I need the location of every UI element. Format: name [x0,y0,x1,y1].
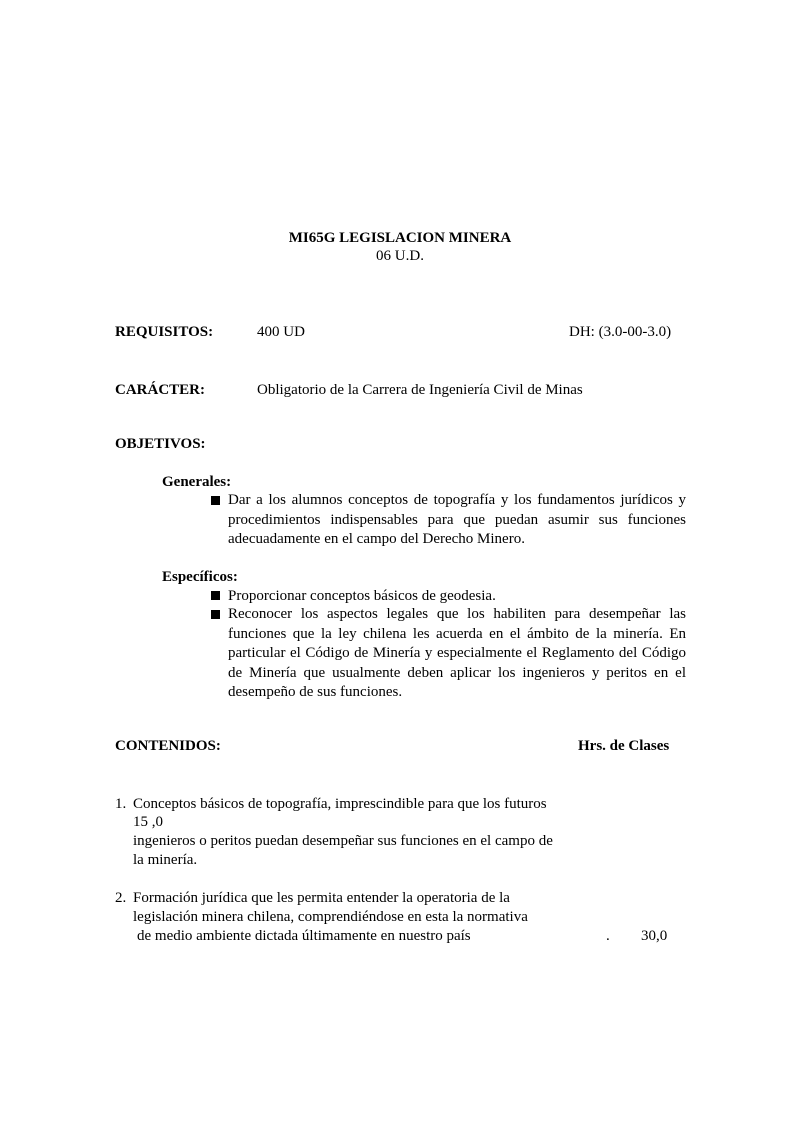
square-bullet-icon [211,610,220,619]
course-units: 06 U.D. [376,248,424,264]
item-hours: 30,0 [641,928,668,944]
generales-label: Generales: [162,474,232,490]
item-number: 2. [115,890,127,906]
item-hours: 15 ,0 [133,814,163,830]
item-line: Conceptos básicos de topografía, imprescindible para que los futuros [133,796,547,812]
requisitos-label: REQUISITOS: [115,324,214,340]
caracter-label: CARÁCTER: [115,382,205,398]
generales-item: Dar a los alumnos conceptos de topografía y los fundamentos jurídicos y procedimientos indispensables para que puedan asumir sus funciones adecuadamente en el campo del Derecho Minero. [228,492,686,547]
item-line: ingenieros o peritos puedan desempeñar sus funciones en el campo de [133,833,553,849]
item-line: Formación jurídica que les permita entender la operatoria de la [133,890,510,906]
especificos-item: Proporcionar conceptos básicos de geodesia. [228,588,496,604]
course-title: MI65G LEGISLACION MINERA [288,230,512,246]
item-line: de medio ambiente dictada últimamente en nuestro país [137,928,471,944]
objetivos-label: OBJETIVOS: [115,436,206,452]
requisitos-value: 400 UD [257,324,305,340]
especificos-label: Específicos: [162,569,238,585]
leader-dot: . [606,928,610,944]
square-bullet-icon [211,496,220,505]
item-number: 1. [115,796,127,812]
dh-value: DH: (3.0-00-3.0) [569,324,672,340]
hours-header: Hrs. de Clases [578,738,670,754]
square-bullet-icon [211,591,220,600]
caracter-value: Obligatorio de la Carrera de Ingeniería Civil de Minas [257,382,583,398]
especificos-item: Reconocer los aspectos legales que los habiliten para desempeñar las funciones que la ley chilena les acuerda en el ámbito de la minería. En particular el Código de Minería y especialmente el Reglamento del Código de Minería que usualmente deben aplicar los ingenieros y peritos en el desempeño de sus funciones. [228,606,686,700]
item-line: legislación minera chilena, comprendiéndose en esta la normativa [133,909,528,925]
item-line: la minería. [133,852,198,868]
contenidos-label: CONTENIDOS: [115,738,221,754]
